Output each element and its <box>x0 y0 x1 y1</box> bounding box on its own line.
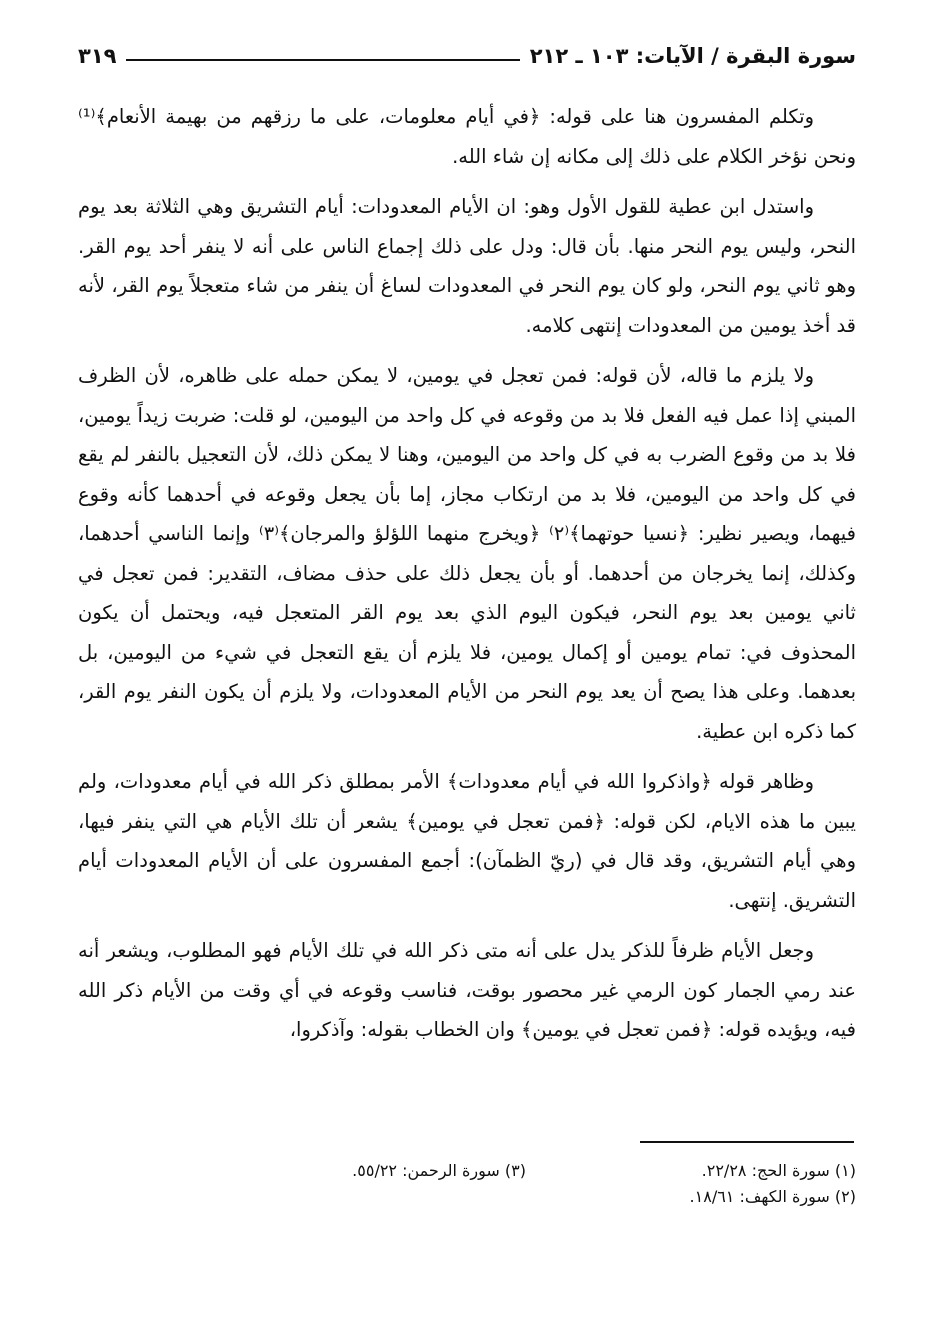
page-number: ٣١٩ <box>78 44 117 68</box>
footnote: (١) سورة الحج: ٢٢/٢٨. <box>701 1161 856 1180</box>
header-rule <box>126 59 519 61</box>
footnote-row <box>78 1158 856 1184</box>
footnote: (٢) سورة الكهف: ١٨/٦١. <box>689 1187 856 1206</box>
paragraph: وظاهر قوله ﴿واذكروا الله في أيام معدودات﴾ الأمر بمطلق ذكر الله في أيام معدودات، ولم يبين ما هذه الايام، لكن قوله: ﴿فمن تعجل في يومين﴾ يشعر أن تلك الأيام هي التي ينفر فيها، وهي أيام التشريق، وقد قال في (ريّ الظمآن): أجمع المفسرون على أن الأيام المعدودات أيام التشريق. إنتهى. <box>78 770 856 912</box>
paragraph: واستدل ابن عطية للقول الأول وهو: ان الأيام المعدودات: أيام التشريق وهي الثلاثة بعد يوم النحر، وليس يوم النحر منها. بأن قال: ودل على ذلك إجماع الناس على أنه لا ينفر أحد يوم القر. وهو ثاني يوم النحر، ولو كان يوم النحر في المعدودات لساغ أن ينفر من شاء متعجلاً يوم القر، لأنه قد أخذ يومين من المعدودات إنتهى كلامه. <box>78 195 856 337</box>
paragraph: ولا يلزم ما قاله، لأن قوله: فمن تعجل في يومين، لا يمكن حمله على ظاهره، لأن الظرف المبني إذا عمل فيه الفعل فلا بد من وقوعه في كل واحد من اليومين، لو قلت: ضربت زيداً يومين، فلا بد من وقوع الضرب به في كل واحد من اليومين، وهنا لا يمكن ذلك، لأن التعجيل بالنفر لم يقع في كل واحد من اليومين، فلا بد من ارتكاب مجاز، إما بأن يجعل وقوعه في أحدهما كأنه وقوع فيهما، ويصير نظير: ﴿نسيا حوتهما﴾⁽٢⁾ ﴿ويخرج منهما اللؤلؤ والمرجان﴾⁽٣⁾ وإنما الناسي أحدهما، وكذلك، إنما يخرجان من أحدهما. أو بأن يجعل ذلك على حذف مضاف، التقدير: فمن تعجل في ثاني يومين بعد يوم النحر، فيكون اليوم الذي بعد يوم القر المتعجل فيه، ويحتمل أن يكون المحذوف في: تمام يومين أو إكمال يومين، فلا يلزم أن يقع التعجل في شيء من اليومين، بل بعدهما. وعلى هذا يصح أن يعد يوم النحر من الأيام المعدودات، ولا يلزم أن يكون النفر يوم القر، كما ذكره ابن عطية. <box>78 364 856 743</box>
header-title: سورة البقرة / الآيات: ١٠٣ ـ ٢١٢ <box>529 44 856 68</box>
running-header <box>78 36 856 76</box>
footnotes <box>78 1158 856 1210</box>
footnote-separator <box>640 1141 854 1143</box>
footnote: (٣) سورة الرحمن: ٥٥/٢٢. <box>352 1161 526 1180</box>
paragraph: وجعل الأيام ظرفاً للذكر يدل على أنه متى ذكر الله في تلك الأيام فهو المطلوب، ويشعر أنه عند رمي الجمار كون الرمي غير محصور بوقت، فناسب وقوعه في أي وقت من الأيام ذكر الله فيه، ويؤيده قوله: ﴿فمن تعجل في يومين﴾ وان الخطاب بقوله: وآذكروا، <box>78 939 856 1041</box>
paragraph: وتكلم المفسرون هنا على قوله: ﴿في أيام معلومات، على ما رزقهم من بهيمة الأنعام﴾⁽¹⁾ونحن نؤخر الكلام على ذلك إلى مكانه إن شاء الله. <box>78 105 856 168</box>
main-text <box>78 97 856 1061</box>
footnote-row <box>78 1184 856 1210</box>
